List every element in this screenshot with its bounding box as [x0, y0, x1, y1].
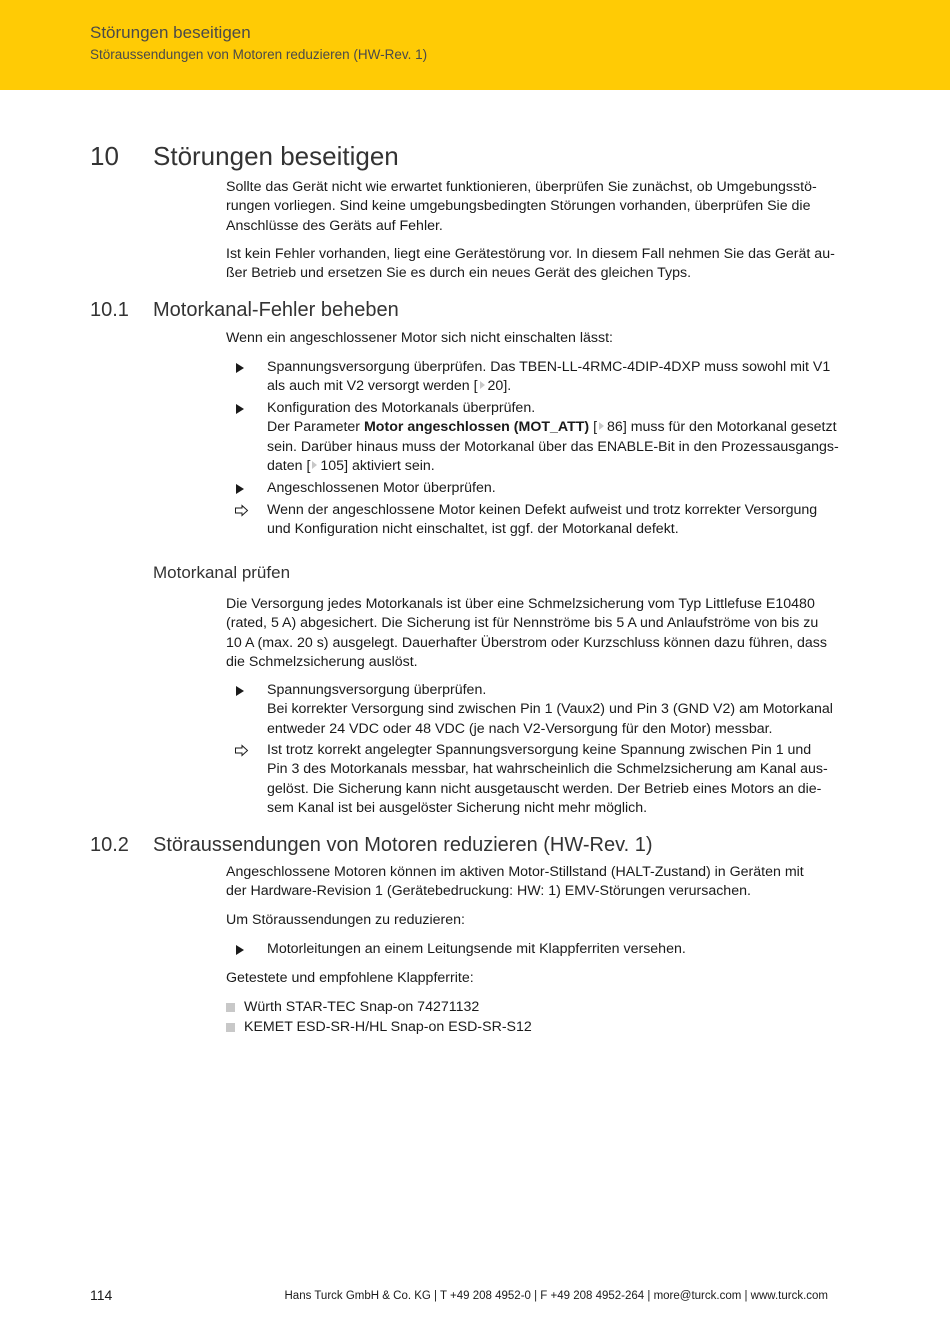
section-number: 10.2: [90, 834, 129, 856]
text-line: als auch mit V2 versorgt werden [ 20].: [267, 378, 512, 395]
result-step: [226, 741, 862, 819]
text-line: Motorleitungen an einem Leitungsende mit Klappferriten versehen.: [267, 941, 686, 957]
text-line: Der Parameter Motor angeschlossen (MOT_ATT) [ 86] muss für den Motorkanal gesetzt: [267, 419, 837, 436]
chapter-intro: [226, 178, 862, 236]
chapter-title: Störungen beseitigen: [153, 141, 399, 171]
arrow-right-icon: [312, 461, 317, 469]
text-line: sein. Darüber hinaus muss der Motorkanal über das ENABLE-Bit in den Prozessausgangs-: [267, 438, 839, 455]
text-line: Konfiguration des Motorkanals überprüfen.: [267, 400, 536, 416]
text-line: Ist trotz korrekt angelegter Spannungsversorgung keine Spannung zwischen Pin 1 und: [267, 742, 812, 758]
square-bullet-icon: [226, 1003, 235, 1012]
text-line: Sollte das Gerät nicht wie erwartet funktionieren, überprüfen Sie zunächst, ob Umgebungsstö-: [226, 179, 817, 195]
action-step: [226, 358, 862, 397]
running-header-title: Störungen beseitigen: [90, 23, 251, 42]
text-line: Angeschlossenen Motor überprüfen.: [267, 480, 496, 496]
text-line: die Schmelzsicherung auslöst.: [226, 654, 418, 671]
text-line: Pin 3 des Motorkanals messbar, hat wahrscheinlich die Schmelzsicherung am Kanal aus-: [267, 761, 828, 778]
page-number: 114: [90, 1287, 113, 1303]
page-reference-link[interactable]: 105: [310, 458, 344, 474]
text-line: (rated, 5 A) abgesichert. Die Sicherung ist für Nennströme bis 5 A und Anlaufströme von bis zu: [226, 615, 819, 632]
footer-contact: Hans Turck GmbH & Co. KG | T +49 208 4952-0 | F +49 208 4952-264 | more@turck.com | www.turck.com: [284, 1290, 828, 1302]
text-line: ßer Betrieb und ersetzen Sie es durch ein neues Gerät des gleichen Typs.: [226, 265, 692, 282]
page-reference-link[interactable]: 86: [597, 419, 623, 435]
result-arrow-icon: [235, 741, 249, 760]
chapter-number: 10: [90, 141, 119, 171]
action-step: [226, 940, 862, 959]
text-line: Ist kein Fehler vorhanden, liegt eine Gerätestörung vor. In diesem Fall nehmen Sie das Gerät au-: [226, 246, 835, 262]
section-number: 10.1: [90, 299, 129, 321]
section-title: Störaussendungen von Motoren reduzieren (HW-Rev. 1): [153, 834, 653, 856]
section-intro: Um Störaussendungen zu reduzieren:: [226, 912, 465, 928]
text-line: Spannungsversorgung überprüfen. Das TBEN-LL-4RMC-4DIP-4DXP muss sowohl mit V1: [267, 359, 831, 375]
subsection-paragraph: [226, 595, 862, 673]
text-line: 10 A (max. 20 s) ausgelegt. Dauerhafter Überstrom oder Kurzschluss können dazu führen, dass: [226, 634, 827, 651]
page-reference-link[interactable]: 20: [478, 378, 504, 394]
text-line: und Konfiguration nicht einschaltet, ist ggf. der Motorkanal defekt.: [267, 521, 679, 538]
square-bullet-icon: [226, 1023, 235, 1032]
action-triangle-icon: [235, 681, 249, 700]
header-band: [0, 0, 950, 90]
text-line: sem Kanal ist bei ausgelöster Sicherung nicht mehr möglich.: [267, 800, 648, 817]
parameter-name: Motor angeschlossen (MOT_ATT): [363, 419, 590, 436]
text-line: Die Versorgung jedes Motorkanals ist über eine Schmelzsicherung vom Typ Littlefuse E10480: [226, 596, 815, 612]
result-step: [226, 501, 862, 540]
text-line: Angeschlossene Motoren können im aktiven Motor-Stillstand (HALT-Zustand) in Geräten mit: [226, 864, 804, 880]
text-line: Bei korrekter Versorgung sind zwischen Pin 1 (Vaux2) und Pin 3 (GND V2) am Motorkanal: [267, 701, 833, 718]
chapter-paragraph-2: [226, 245, 862, 284]
arrow-right-icon: [480, 381, 485, 389]
action-triangle-icon: [235, 940, 249, 959]
text-line: rungen vorliegen. Sind keine umgebungsbedingten Störungen vorhanden, überprüfen Sie die: [226, 198, 811, 215]
text-line: daten [ 105] aktiviert sein.: [267, 458, 435, 475]
subsection-heading: Motorkanal prüfen: [153, 563, 291, 582]
text-line: Anschlüsse des Geräts auf Fehler.: [226, 217, 443, 234]
list-intro: Getestete und empfohlene Klappferrite:: [226, 970, 474, 986]
running-header-subtitle: Störaussendungen von Motoren reduzieren (HW-Rev. 1): [90, 47, 428, 62]
text-line: entweder 24 VDC oder 48 VDC (je nach V2-Versorgung für den Motor) messbar.: [267, 720, 773, 737]
text-line: Wenn der angeschlossene Motor keinen Defekt aufweist und trotz korrekter Versorgung: [267, 502, 818, 518]
section-intro: Wenn ein angeschlossener Motor sich nicht einschalten lässt:: [226, 330, 613, 346]
arrow-right-icon: [599, 422, 604, 430]
section-paragraph: [226, 863, 862, 902]
text-line: gelöst. Die Sicherung kann nicht ausgetauscht werden. Der Betrieb eines Motors an die-: [267, 780, 822, 797]
action-triangle-icon: [235, 399, 249, 418]
text-line: Spannungsversorgung überprüfen.: [267, 682, 487, 698]
text-line: der Hardware-Revision 1 (Gerätebedruckung: HW: 1) EMV-Störungen verursachen.: [226, 883, 751, 900]
action-triangle-icon: [235, 358, 249, 377]
action-triangle-icon: [235, 479, 249, 498]
action-step: [226, 479, 862, 498]
action-step: [226, 399, 862, 477]
list-item: Würth STAR-TEC Snap-on 74271132: [226, 998, 479, 1017]
list-item: KEMET ESD-SR-H/HL Snap-on ESD-SR-S12: [226, 1018, 532, 1037]
section-title: Motorkanal-Fehler beheben: [153, 299, 399, 321]
result-arrow-icon: [235, 501, 249, 520]
action-step: [226, 681, 862, 739]
